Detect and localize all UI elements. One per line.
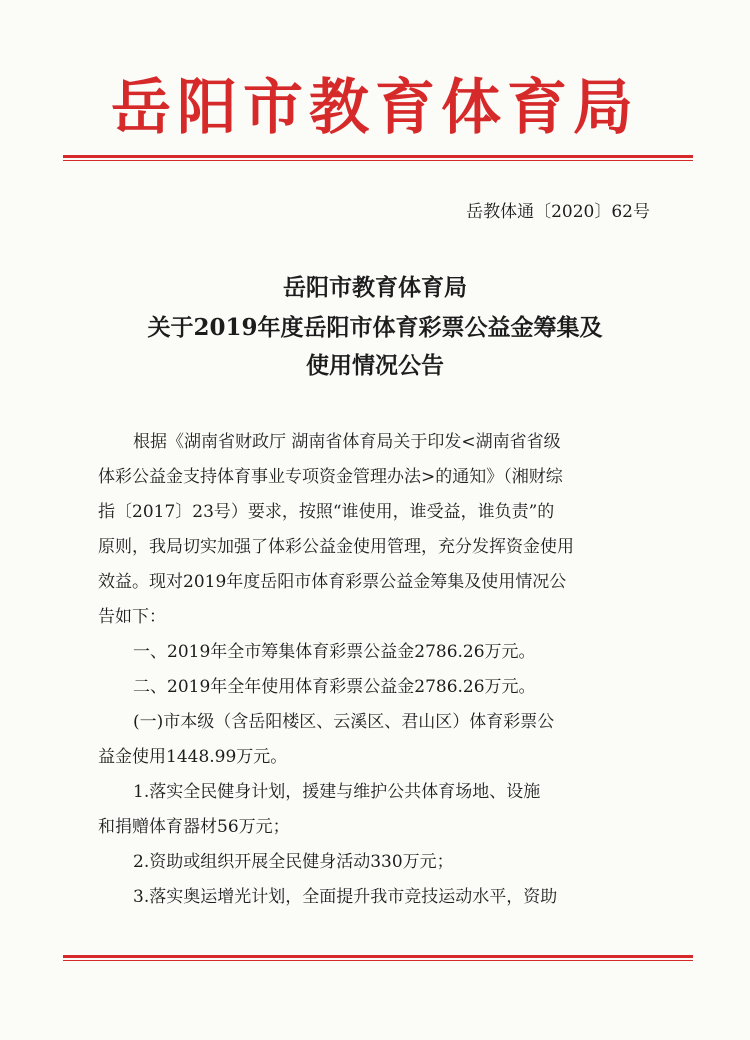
body-line: 原则，我局切实加强了体彩公益金使用管理，充分发挥资金使用: [98, 537, 574, 557]
subitem-line: 益金使用1448.99万元。: [98, 747, 288, 767]
point-line: 2.资助或组织开展全民健身活动330万元；: [133, 852, 454, 872]
title-line-1: 岳阳市教育体育局: [283, 274, 467, 301]
point-line: 3.落实奥运增光计划，全面提升我市竞技运动水平，资助: [133, 887, 558, 907]
point-line: 1.落实全民健身计划，援建与维护公共体育场地、设施: [133, 782, 541, 802]
body-line: 根据《湖南省财政厅 湖南省体育局关于印发<湖南省省级: [133, 432, 561, 452]
document-number: 岳教体通〔2020〕62号: [466, 202, 650, 222]
body-line: 效益。现对2019年度岳阳市体育彩票公益金筹集及使用情况公: [98, 572, 567, 592]
item-line: 一、2019年全市筹集体育彩票公益金2786.26万元。: [133, 642, 536, 662]
body-line: 体彩公益金支持体育事业专项资金管理办法>的通知》（湘财综: [98, 467, 563, 487]
footer-rule-thick: [63, 955, 693, 958]
item-line: 二、2019年全年使用体育彩票公益金2786.26万元。: [133, 677, 536, 697]
title-line-3: 使用情况公告: [306, 352, 444, 379]
masthead-rule-thin: [63, 160, 693, 161]
masthead-rule-thick: [63, 155, 693, 158]
subitem-line: (一)市本级（含岳阳楼区、云溪区、君山区）体育彩票公: [133, 712, 555, 732]
title-line-2: 关于2019年度岳阳市体育彩票公益金筹集及: [147, 314, 603, 341]
footer-rule-thin: [63, 960, 693, 961]
masthead-title: 岳阳市教育体育局: [111, 73, 639, 143]
body-line: 指〔2017〕23号）要求，按照“谁使用，谁受益，谁负责”的: [98, 502, 555, 522]
body-line: 告如下：: [98, 607, 166, 627]
point-line: 和捐赠体育器材56万元；: [98, 817, 290, 837]
